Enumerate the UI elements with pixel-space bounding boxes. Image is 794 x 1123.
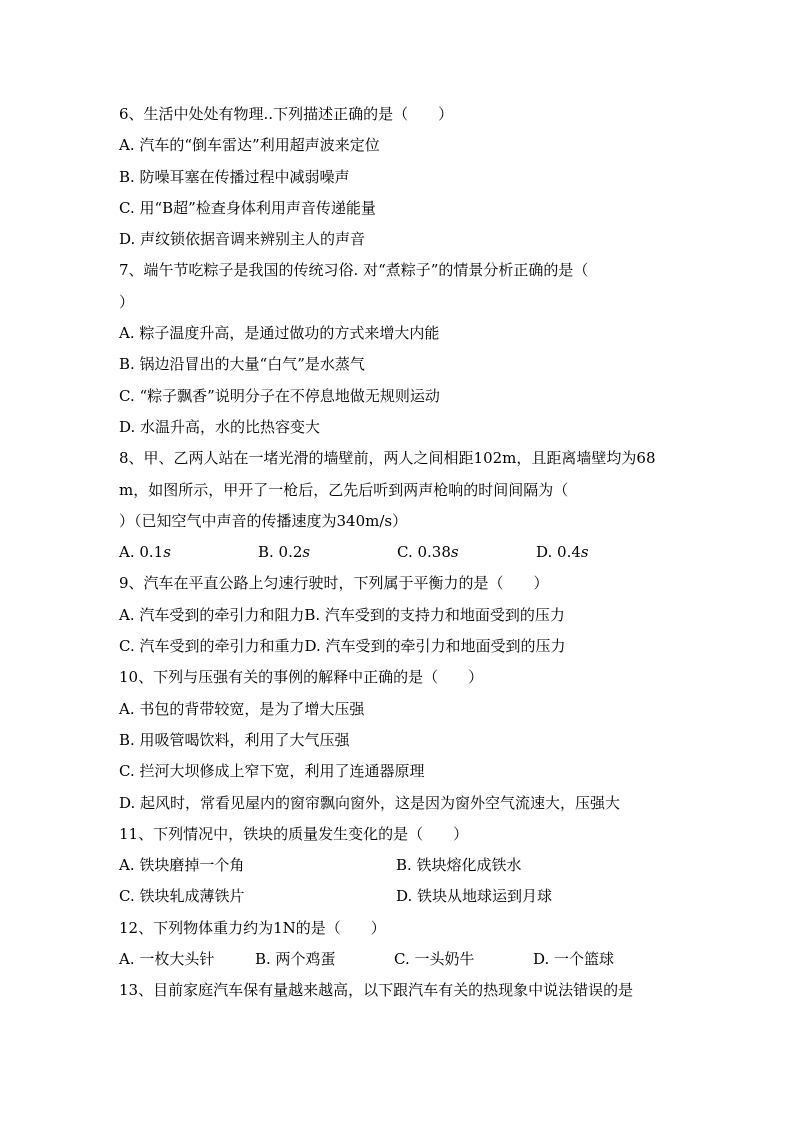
option-c-unit: s [450, 543, 459, 562]
option-d-value: D. 0.4 [536, 543, 581, 562]
option-b-value: B. 0.2 [258, 543, 303, 562]
question-11-option-b: B. 铁块熔化成铁水 [396, 856, 522, 875]
question-12-option-b: B. 两个鸡蛋 [255, 950, 336, 969]
question-11-option-a: A. 铁块磨掉一个角 [119, 856, 245, 875]
question-11-options-row-1 [119, 850, 689, 881]
option-a-value: A. 0.1 [119, 543, 164, 562]
question-7-option-d: D. 水温升高，水的比热容变大 [119, 417, 321, 436]
question-8-option-a [119, 537, 258, 568]
question-10-stem: 10、下列与压强有关的事例的解释中正确的是（ ） [119, 668, 484, 687]
question-8-option-d [536, 537, 675, 568]
question-12-option-d: D. 一个篮球 [533, 950, 615, 969]
question-12-options [119, 944, 689, 975]
question-9-stem: 9、汽车在平直公路上匀速行驶时，下列属于平衡力的是（ ） [119, 574, 549, 593]
question-11-option-d: D. 铁块从地球运到月球 [396, 887, 553, 906]
option-d-unit: s [580, 543, 589, 562]
question-7-stem-line-2: ） [119, 292, 135, 311]
question-10-option-c: C. 拦河大坝修成上窄下宽，利用了连通器原理 [119, 762, 425, 781]
question-6-option-c: C. 用“B超”检查身体利用声音传递能量 [119, 198, 376, 217]
question-6-stem: 6、生活中处处有物理..下列描述正确的是（ ） [119, 105, 454, 123]
question-6-option-a: A. 汽车的“倒车雷达”利用超声波来定位 [119, 136, 380, 155]
question-10-option-b: B. 用吸管喝饮料，利用了大气压强 [119, 730, 350, 749]
question-11-stem: 11、下列情况中，铁块的质量发生变化的是（ ） [119, 824, 469, 843]
question-8-stem-line-2: m，如图所示，甲开了一枪后，乙先后听到两声枪响的时间间隔为（ [119, 480, 569, 499]
question-6-option-b: B. 防噪耳塞在传播过程中减弱噪声 [119, 167, 350, 186]
question-8-options [119, 537, 689, 568]
question-12-option-c: C. 一头奶牛 [394, 950, 475, 969]
question-12-option-a: A. 一枚大头针 [119, 950, 215, 969]
question-7-stem-line-1: 7、端午节吃粽子是我国的传统习俗. 对“煮粽子”的情景分析正确的是（ [119, 261, 589, 280]
question-7-option-a: A. 粽子温度升高，是通过做功的方式来增大内能 [119, 324, 440, 343]
question-12-stem: 12、下列物体重力约为1N的是（ ） [119, 918, 386, 937]
question-7-option-b: B. 锅边沿冒出的大量“白气”是水蒸气 [119, 355, 365, 374]
question-8-option-b [258, 537, 397, 568]
question-7-option-c: C. “粽子飘香”说明分子在不停息地做无规则运动 [119, 386, 440, 405]
question-6-option-d: D. 声纹锁依据音调来辨别主人的声音 [119, 230, 366, 249]
question-8-option-c [397, 537, 536, 568]
exam-page [119, 99, 689, 1007]
question-10-option-d: D. 起风时，常看见屋内的窗帘飘向窗外，这是因为窗外空气流速大，压强大 [119, 793, 621, 812]
option-b-unit: s [302, 543, 311, 562]
question-8-stem-line-1: 8、甲、乙两人站在一堵光滑的墙壁前，两人之间相距102m，且距离墙壁均为68 [119, 449, 656, 468]
question-11-options-row-2 [119, 881, 689, 912]
question-9-options-ab: A. 汽车受到的牵引力和阻力B. 汽车受到的支持力和地面受到的压力 [119, 605, 565, 624]
question-11-option-c: C. 铁块轧成薄铁片 [119, 887, 245, 906]
option-c-value: C. 0.38 [397, 543, 451, 562]
question-9-options-cd: C. 汽车受到的牵引力和重力D. 汽车受到的牵引力和地面受到的压力 [119, 637, 566, 656]
option-a-unit: s [163, 543, 171, 562]
question-13-stem: 13、目前家庭汽车保有量越来越高，以下跟汽车有关的热现象中说法错误的是 [119, 981, 634, 1000]
question-8-stem-line-3: ）（已知空气中声音的传播速度为340m/s） [119, 511, 408, 530]
question-10-option-a: A. 书包的背带较宽，是为了增大压强 [119, 699, 365, 718]
